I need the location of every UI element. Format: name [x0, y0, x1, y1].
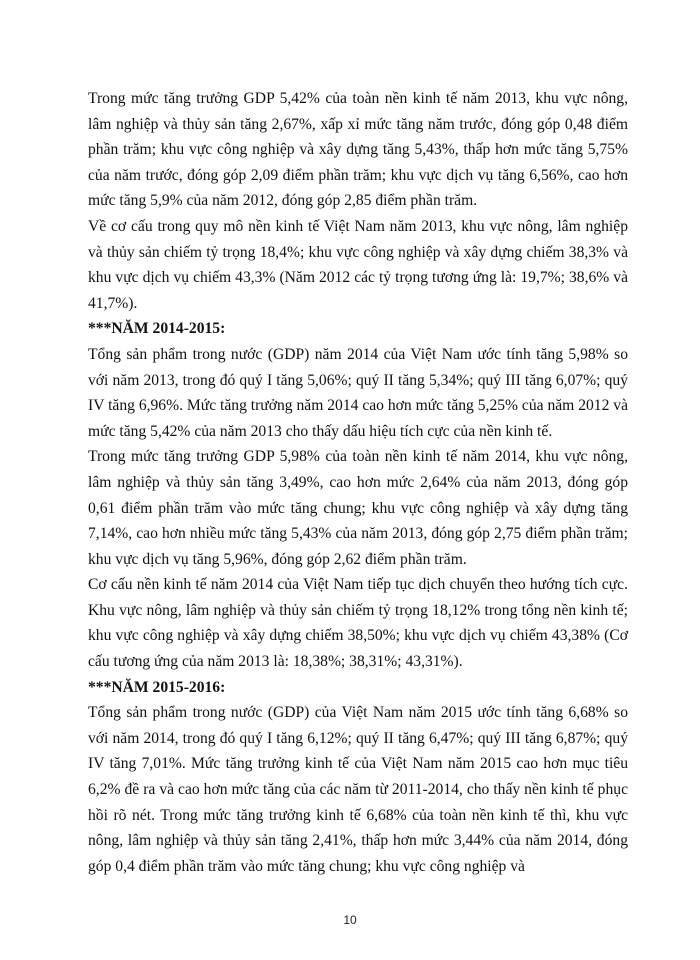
- paragraph-structure-2014: Cơ cấu nền kinh tế năm 2014 của Việt Nam tiếp tục dịch chuyển theo hướng tích cực. Khu vực nông, lâm nghiệp và thủy sản chiếm tỷ trọng 18,12% trong tổng nền kinh tế; khu vực công nghiệp và xây dựng chiếm 38,50%; khu vực dịch vụ chiếm 43,38% (Cơ cấu tương ứng của năm 2013 là: 18,38%; 38,31%; 43,31%).: [88, 576, 628, 671]
- paragraph-gdp-2015: Tổng sản phẩm trong nước (GDP) của Việt Nam năm 2015 ước tính tăng 6,68% so với năm 2014, trong đó quý I tăng 6,12%; quý II tăng 6,47%; quý III tăng 6,87%; quý IV tăng 7,01%. Mức tăng trưởng kinh tế của Việt Nam năm 2015 cao hơn mục tiêu 6,2% đề ra và cao hơn mức tăng của các năm từ 2011-2014, cho thấy nền kinh tế phục hồi rõ nét. Trong mức tăng trưởng kinh tế 6,68% của toàn nền kinh tế thì, khu vực nông, lâm nghiệp và thủy sản tăng 2,41%, thấp hơn mức 3,44% của năm 2014, đóng góp 0,4 điểm phần trăm vào mức tăng chung; khu vực công nghiệp và: [88, 704, 628, 875]
- section-heading-2015-2016: ***NĂM 2015-2016:: [88, 678, 226, 696]
- paragraph-structure-2013: Về cơ cấu trong quy mô nền kinh tế Việt Nam năm 2013, khu vực nông, lâm nghiệp và thủy sản chiếm tỷ trọng 18,4%; khu vực công nghiệp và xây dựng chiếm 38,3% và khu vực dịch vụ chiếm 43,3% (Năm 2012 các tỷ trọng tương ứng là: 19,7%; 38,6% và 41,7%).: [88, 217, 628, 312]
- paragraph-gdp-2014: Tổng sản phẩm trong nước (GDP) năm 2014 của Việt Nam ước tính tăng 5,98% so với năm 2013, trong đó quý I tăng 5,06%; quý II tăng 5,34%; quý III tăng 6,07%; quý IV tăng 6,96%. Mức tăng trưởng năm 2014 cao hơn mức tăng 5,25% của năm 2012 và mức tăng 5,42% của năm 2013 cho thấy dấu hiệu tích cực của nền kinh tế.: [88, 345, 629, 440]
- paragraph-gdp-2013-sectors: Trong mức tăng trưởng GDP 5,42% của toàn nền kinh tế năm 2013, khu vực nông, lâm nghiệp và thủy sản tăng 2,67%, xấp xỉ mức tăng năm trước, đóng góp 0,48 điểm phần trăm; khu vực công nghiệp và xây dựng tăng 5,43%, thấp hơn mức tăng 5,75% của năm trước, đóng góp 2,09 điểm phần trăm; khu vực dịch vụ tăng 6,56%, cao hơn mức tăng 5,9% của năm 2012, đóng góp 2,85 điểm phần trăm.: [88, 90, 628, 210]
- paragraph-gdp-2014-sectors: Trong mức tăng trưởng GDP 5,98% của toàn nền kinh tế năm 2014, khu vực nông, lâm nghiệp và thủy sản tăng 3,49%, cao hơn mức 2,64% của năm 2013, đóng góp 0,61 điểm phần trăm vào mức tăng chung; khu vực công nghiệp và xây dựng tăng 7,14%, cao hơn nhiều mức tăng 5,43% của năm 2013, đóng góp 2,75 điểm phần trăm; khu vực dịch vụ tăng 5,96%, đóng góp 2,62 điểm phần trăm.: [88, 448, 628, 568]
- section-heading-2014-2015: ***NĂM 2014-2015:: [88, 320, 226, 338]
- document-body: [88, 86, 628, 879]
- page-number: 10: [343, 913, 357, 927]
